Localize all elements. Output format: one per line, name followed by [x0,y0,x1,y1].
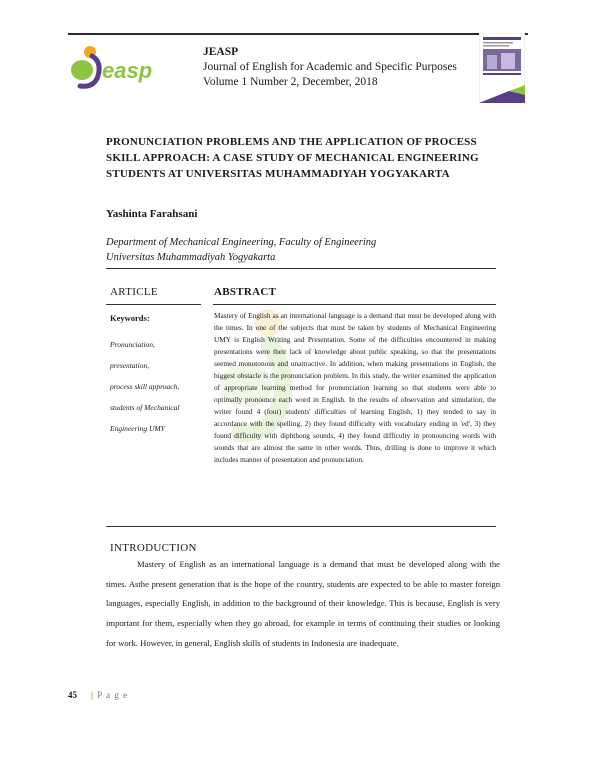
affiliation-university: Universitas Muhammadiyah Yogyakarta [106,252,276,263]
journal-logo [68,40,163,92]
keyword-item: students of Mechanical [110,403,180,412]
keywords-list [110,334,180,439]
journal-info [203,45,457,90]
section-rule-bottom [106,526,496,527]
keyword-item: presentation, [110,361,150,370]
article-rule [106,304,201,305]
abstract-heading: ABSTRACT [214,286,277,298]
abstract-text: Mastery of English as an international language is a demand that must be developed along with the times. In one of the subjects that must be taken by students of Mechanical Engineering UMY is English Writing and Presentation. Some of the difficulties encountered in making presentations were their lack of knowledge about public speaking, so that the presentations seemed monotonous and unattractive. In addition, when making presentations in English, the biggest obstacle is the pronunciation problem. In this study, the writer examined the application of appropriate learning method for pronunciation learning so that students were able to optimally pronounce each word in English. In the results of observation and simulation, the writer found 4 (four) students' difficulties of learning English, 1) they tended to say in accordance with the spelling, 2) they found difficulty with vocabulary ending in 'ed', 3) they found difficulty with diphthong sounds, 4) they found difficulty in pronouncing words with sounds that are almost the same in other words. Thus, drilling is done to improve it which includes manner of presentation and pronunciation. [214,311,496,464]
journal-name: Journal of English for Academic and Specific Purposes [203,61,457,73]
journal-cover-thumbnail [479,33,525,103]
journal-abbr: JEASP [203,46,239,58]
keyword-item: Engineering UMY [110,424,165,433]
keyword-item: process skill approach, [110,382,180,391]
affiliation-department: Department of Mechanical Engineering, Faculty of Engineering [106,237,377,248]
keyword-item: Pronunciation, [110,340,155,349]
logo-text: easp [102,58,153,83]
keywords-label: Keywords: [110,313,150,323]
introduction-heading: INTRODUCTION [110,542,197,554]
journal-volume: Volume 1 Number 2, December, 2018 [203,76,378,88]
page-number: 45 [68,690,77,700]
paper-title: PRONUNCIATION PROBLEMS AND THE APPLICATION OF PROCESS SKILL APPROACH: A CASE STUDY OF MECHANICAL ENGINEERING STUDENTS AT UNIVERSITAS MUHAMMADIYAH YOGYAKARTA [106,136,479,180]
author-name: Yashinta Farahsani [106,208,198,220]
affiliation [106,235,376,265]
header-rule [68,33,528,35]
page-separator: | [91,690,94,700]
page-label [91,690,128,700]
article-heading: ARTICLE [110,286,158,298]
introduction-paragraph: Mastery of English as an international language is a demand that must be developed along with the times. Asthe present generation that is the hope of the country, students are expected to be able to master foreign languages, especially English, in addition to the background of their knowledge. This is because, English is very important for them, especially when they go abroad, for example in terms of continuing their studies or looking for work. However, in general, English skills of students in Indonesia are inadequate. [106,559,500,648]
page-label-text: P a g e [97,690,129,700]
section-rule-top [106,268,496,269]
